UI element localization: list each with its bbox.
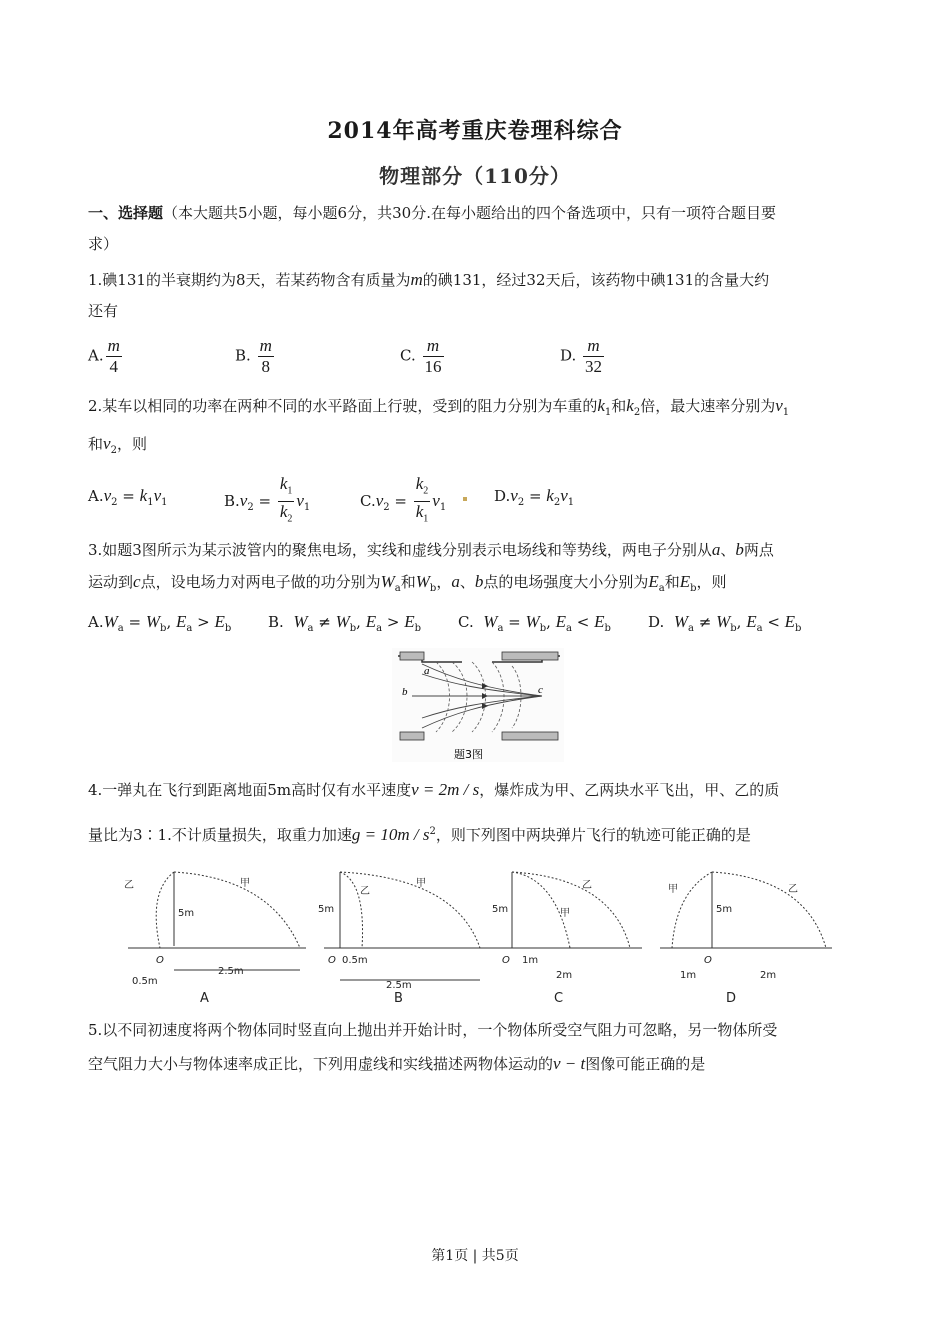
q1-option-b: B. $\frac{m}{8}$	[235, 336, 272, 376]
q3-fig-caption: 题3图	[454, 748, 483, 761]
q4-d-left-piece: 甲	[668, 884, 678, 895]
q4-a-origin: O	[156, 955, 164, 966]
q2-option-d: $D.v_2 = k_2v_1$	[494, 486, 575, 508]
q4-b-right-dist: 2.5m	[386, 980, 412, 991]
q4-c-height: 5m	[492, 904, 509, 915]
q4-a-left-dist: 0.5m	[132, 976, 158, 987]
section-instruction-line1: （本大题共5小题，每小题6分，共30分.在每小题给出的四个备选项中，只有一项符合题目要	[163, 204, 776, 222]
q4-c-right-dist: 2m	[556, 970, 573, 981]
q4-c-origin: O	[502, 955, 510, 966]
section-instruction-line2: 求）	[88, 235, 119, 253]
q3-option-b: B. $W_a \ne W_b$, $E_a > E_b$	[268, 612, 421, 634]
q4-b-right-piece: 甲	[416, 878, 426, 889]
q4-figure-d	[660, 872, 832, 1006]
q4-a-right-piece: 甲	[240, 878, 250, 889]
q4-figure-b	[318, 872, 502, 1006]
page-subtitle: 物理部分（110分）	[379, 164, 571, 188]
q3-option-c: C. $W_a = W_b$, $E_a < E_b$	[458, 612, 611, 634]
q4-b-origin: O	[328, 955, 336, 966]
q2-option-c: $C.v_2$ = $\frac{k_2}{k_1}$ $v_1$	[360, 474, 447, 525]
q3-fig-label-b: b	[402, 686, 408, 698]
page-title: 2014年高考重庆卷理科综合	[327, 118, 623, 144]
q3-fig-label-a: a	[424, 665, 430, 677]
q4-a-right-dist: 2.5m	[218, 966, 244, 977]
page-footer: 第1页 | 共5页	[431, 1248, 519, 1264]
q4-trajectory-figures	[120, 862, 840, 1008]
section-heading: 一、选择题	[88, 204, 164, 222]
q3-option-a: $A.W_a = W_b$, $E_a > E_b$	[88, 612, 232, 634]
q4-d-height: 5m	[716, 904, 733, 915]
q4-stem-line2: 量比为3∶1.不计质量损失，取重力加速$g = 10m / s^2$，则下列图中两块弹片飞行的轨迹可能正确的是	[88, 825, 751, 844]
q3-option-d: D. $W_a \ne W_b$, $E_a < E_b$	[648, 612, 802, 634]
q5-stem-line2: 空气阻力大小与物体速率成正比，下列用虚线和实线描述两物体运动的v − t图像可能正确的是	[88, 1054, 706, 1073]
q4-c-left-dist: 1m	[522, 955, 539, 966]
q4-b-height: 5m	[318, 904, 335, 915]
q4-figure-a	[124, 872, 306, 1006]
q2-option-a: $A.v_2 = k_1v_1$	[88, 486, 168, 508]
q1-stem-line2: 还有	[88, 302, 119, 320]
q4-a-label: A	[200, 991, 209, 1006]
q3-fig-label-c: c	[538, 684, 543, 696]
q4-c-right-piece: 乙	[582, 880, 592, 891]
q4-a-height: 5m	[178, 908, 195, 919]
q4-c-label: C	[554, 991, 564, 1006]
q2-stem-line2: 和$v_2$，则	[88, 434, 147, 456]
q1-option-c: C. $\frac{m}{16}$	[400, 336, 442, 376]
q4-stem-line1: 4.一弹丸在飞行到距离地面5m高时仅有水平速度v = 2m / s，爆炸成为甲、乙两块水平飞出，甲、乙的质	[88, 780, 780, 799]
q3-stem-line1: 3.如题3图所示为某示波管内的聚焦电场，实线和虚线分别表示电场线和等势线，两电子分别从a、b两点	[88, 540, 774, 559]
q4-b-left-dist: 0.5m	[342, 955, 368, 966]
section-instructions	[88, 203, 776, 223]
q4-a-left-piece: 乙	[124, 880, 134, 891]
q3-field-diagram	[392, 648, 564, 762]
q4-figure-c	[492, 872, 642, 1006]
q4-b-label: B	[394, 991, 403, 1006]
scan-speck	[463, 497, 467, 501]
q3-stem-line2: 运动到c点，设电场力对两电子做的功分别为$W_a$和$W_b$，a、b点的电场强度大小分别为$E_a$和$E_b$，则	[88, 572, 727, 594]
q4-d-left-dist: 1m	[680, 970, 697, 981]
q2-stem-line1: 2.某车以相同的功率在两种不同的水平路面上行驶，受到的阻力分别为车重的$k_1$和$k_2$倍，最大速率分别为$v_1$	[88, 396, 790, 418]
q4-d-right-piece: 乙	[788, 884, 798, 895]
q5-stem-line1: 5.以不同初速度将两个物体同时竖直向上抛出并开始计时，一个物体所受空气阻力可忽略，另一物体所受	[88, 1021, 778, 1039]
q1-stem-line1: 1.碘131的半衰期约为8天，若某药物含有质量为m的碘131，经过32天后，该药物中碘131的含量大约	[88, 270, 770, 289]
q4-d-right-dist: 2m	[760, 970, 777, 981]
q2-option-b: $B.v_2$ = $\frac{k_1}{k_2}$ $v_1$	[224, 474, 311, 525]
q4-d-origin: O	[704, 955, 712, 966]
q1-option-a: A. $\frac{m}{4}$	[88, 336, 120, 376]
q4-b-left-piece: 乙	[360, 886, 370, 897]
q1-option-d: D. $\frac{m}{32}$	[560, 336, 603, 376]
q4-c-left-piece: 甲	[560, 908, 570, 919]
q4-d-label: D	[726, 991, 737, 1006]
